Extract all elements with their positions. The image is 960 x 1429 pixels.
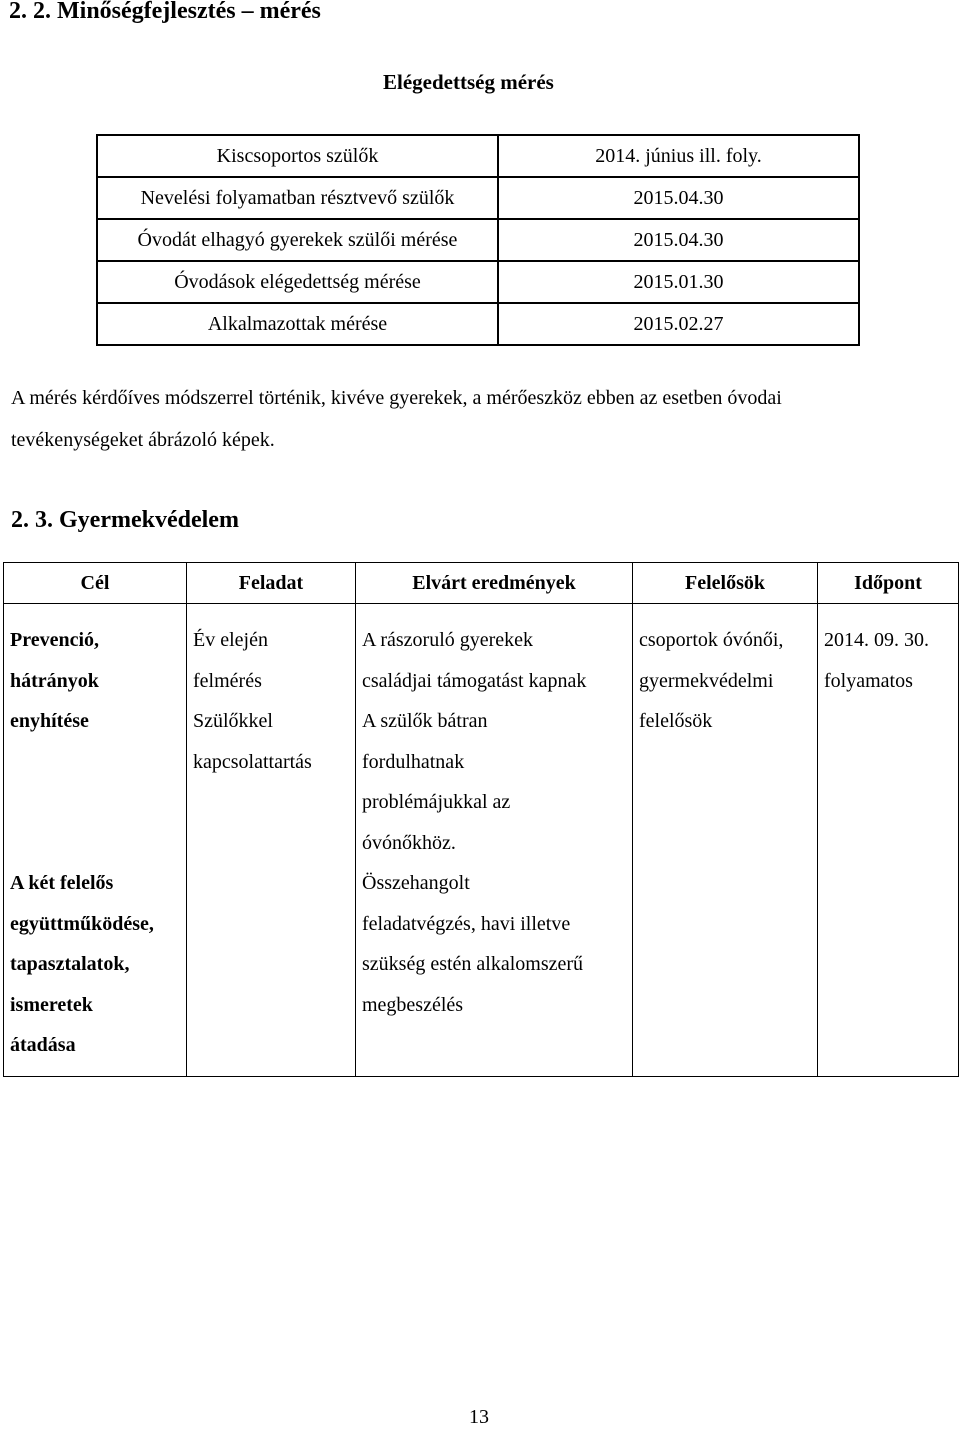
method-paragraph [11, 377, 782, 461]
column-header-cel: Cél [4, 563, 187, 604]
cell-line: fordulhatnak [362, 750, 465, 773]
cell-line: feladatvégzés, havi illetve [362, 912, 571, 935]
feladat-cell [187, 604, 356, 1077]
cel-cell [4, 604, 187, 1077]
cell-line: enyhítése [10, 710, 89, 732]
cell-line: hátrányok [10, 669, 99, 692]
measurement-table [96, 134, 860, 346]
measurement-date: 2015.04.30 [498, 219, 859, 261]
measurement-label: Óvodát elhagyó gyerekek szülői mérése [97, 219, 498, 261]
table-row [97, 177, 859, 219]
cell-line: felelősök [639, 710, 713, 732]
section-heading-minosegfejlesztes: 2. 2. Minőségfejlesztés – mérés [9, 0, 321, 24]
eredmenyek-cell [356, 604, 633, 1077]
cell-line: A két felelős [10, 872, 114, 894]
felelosok-cell [633, 604, 818, 1077]
column-header-felelosok: Felelősök [633, 563, 818, 604]
table-row [4, 604, 959, 1077]
measurement-label: Óvodások elégedettség mérése [97, 261, 498, 303]
cell-line: szükség estén alkalomszerű [362, 953, 584, 975]
cell-line: problémájukkal az [362, 791, 511, 813]
table-row [97, 261, 859, 303]
cell-line: óvónőkhöz. [362, 831, 456, 854]
table-row [97, 135, 859, 177]
paragraph-line: tevékenységeket ábrázoló képek. [11, 429, 275, 451]
cell-line: kapcsolattartás [193, 750, 312, 773]
cell-line: felmérés [193, 669, 262, 692]
cell-line: A rászoruló gyerekek [362, 629, 534, 651]
section-heading-gyermekvedelem: 2. 3. Gyermekvédelem [11, 507, 239, 533]
table-row [97, 303, 859, 345]
measurement-date: 2015.01.30 [498, 261, 859, 303]
cell-line: Összehangolt [362, 872, 470, 894]
table-row [97, 219, 859, 261]
column-header-elvart-eredmenyek: Elvárt eredmények [356, 563, 633, 604]
measurement-label: Kiscsoportos szülők [97, 135, 498, 177]
cell-line: ismeretek [10, 993, 93, 1016]
column-header-feladat: Feladat [187, 563, 356, 604]
cell-line: Prevenció, [10, 629, 100, 651]
idopont-cell [818, 604, 959, 1077]
cell-line: csoportok óvónői, [639, 629, 784, 651]
cell-line: gyermekvédelmi [639, 669, 774, 692]
cell-line: 2014. 09. 30. [824, 629, 929, 651]
cell-line: megbeszélés [362, 993, 464, 1016]
cell-line: Szülőkkel [193, 710, 273, 732]
measurement-date: 2015.04.30 [498, 177, 859, 219]
table-header-row [4, 563, 959, 604]
measurement-date: 2015.02.27 [498, 303, 859, 345]
measurement-label: Alkalmazottak mérése [97, 303, 498, 345]
cell-line: együttműködése, [10, 912, 154, 935]
cell-line: átadása [10, 1034, 76, 1056]
cell-line: A szülők bátran [362, 710, 488, 732]
cell-line: családjai támogatást kapnak [362, 669, 587, 692]
page-number: 13 [469, 1406, 489, 1428]
cell-line: folyamatos [824, 669, 913, 692]
measurement-date: 2014. június ill. foly. [498, 135, 859, 177]
paragraph-line: A mérés kérdőíves módszerrel történik, kivéve gyerekek, a mérőeszköz ebben az esetben óvodai [11, 387, 782, 409]
protection-table [3, 562, 959, 1077]
subtitle-elegedettseg: Elégedettség mérés [383, 70, 554, 94]
cell-line: tapasztalatok, [10, 953, 130, 975]
cell-line: Év elején [193, 629, 268, 651]
column-header-idopont: Időpont [818, 563, 959, 604]
measurement-label: Nevelési folyamatban résztvevő szülők [97, 177, 498, 219]
